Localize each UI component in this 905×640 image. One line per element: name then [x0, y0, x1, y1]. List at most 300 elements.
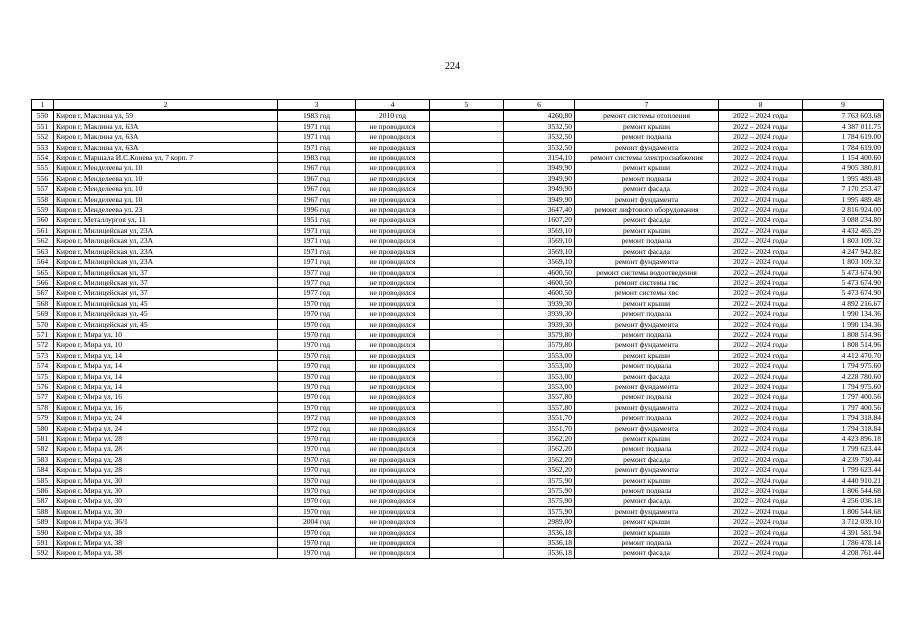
empty-cell [430, 184, 504, 194]
empty-cell [430, 319, 504, 329]
address-cell: Киров г, Маклина ул, 59 [54, 110, 278, 121]
area-cell: 3557,80 [504, 402, 575, 412]
period-cell: 2022 – 2024 годы [719, 392, 803, 402]
build-year-cell: 1977 год [278, 267, 356, 277]
cost-cell: 1 803 109.32 [803, 236, 884, 246]
empty-cell [430, 132, 504, 142]
area-cell: 3575,90 [504, 506, 575, 516]
cost-cell: 1 990 134.36 [803, 309, 884, 319]
table-row [32, 288, 884, 298]
work-type-cell: ремонт подвала [575, 309, 719, 319]
address-cell: Киров г, Мира ул, 24 [54, 413, 278, 423]
cost-cell: 7 170 253.47 [803, 184, 884, 194]
area-cell: 3949,90 [504, 173, 575, 183]
period-cell: 2022 – 2024 годы [719, 298, 803, 308]
row-number: 574 [32, 361, 54, 371]
area-cell: 3569,10 [504, 246, 575, 256]
period-cell: 2022 – 2024 годы [719, 277, 803, 287]
cost-cell: 1 786 478.14 [803, 538, 884, 548]
build-year-cell: 1970 год [278, 454, 356, 464]
empty-cell [430, 381, 504, 391]
row-number: 591 [32, 538, 54, 548]
table-row [32, 267, 884, 277]
build-year-cell: 1967 год [278, 173, 356, 183]
row-number: 592 [32, 548, 54, 558]
table-row [32, 246, 884, 256]
period-cell: 2022 – 2024 годы [719, 225, 803, 235]
last-repair-cell: не проводился [356, 194, 430, 204]
work-type-cell: ремонт подвала [575, 132, 719, 142]
period-cell: 2022 – 2024 годы [719, 194, 803, 204]
row-number: 563 [32, 246, 54, 256]
area-cell: 3532,50 [504, 132, 575, 142]
empty-cell [430, 444, 504, 454]
period-cell: 2022 – 2024 годы [719, 340, 803, 350]
row-number: 555 [32, 163, 54, 173]
table-row [32, 423, 884, 433]
last-repair-cell: не проводился [356, 361, 430, 371]
period-cell: 2022 – 2024 годы [719, 246, 803, 256]
row-number: 564 [32, 257, 54, 267]
row-number: 553 [32, 142, 54, 152]
table-row [32, 277, 884, 287]
cost-cell: 1 784 619.00 [803, 142, 884, 152]
column-header: 7 [575, 100, 719, 111]
period-cell: 2022 – 2024 годы [719, 361, 803, 371]
table-row [32, 194, 884, 204]
address-cell: Киров г, Мира ул, 14 [54, 361, 278, 371]
work-type-cell: ремонт системы хвс [575, 288, 719, 298]
area-cell: 3553,00 [504, 350, 575, 360]
cost-cell: 3 088 234.80 [803, 215, 884, 225]
address-cell: Киров г, Менделеева ул, 10 [54, 194, 278, 204]
cost-cell: 3 712 039.10 [803, 517, 884, 527]
build-year-cell: 1971 год [278, 142, 356, 152]
build-year-cell: 1970 год [278, 434, 356, 444]
build-year-cell: 1951 год [278, 215, 356, 225]
row-number: 554 [32, 153, 54, 163]
work-type-cell: ремонт крыши [575, 475, 719, 485]
row-number: 573 [32, 350, 54, 360]
build-year-cell: 1971 год [278, 257, 356, 267]
build-year-cell: 1971 год [278, 246, 356, 256]
table-row [32, 486, 884, 496]
area-cell: 3579,80 [504, 340, 575, 350]
table-row [32, 475, 884, 485]
table-row [32, 548, 884, 558]
empty-cell [430, 454, 504, 464]
period-cell: 2022 – 2024 годы [719, 163, 803, 173]
table-row [32, 298, 884, 308]
table-row [32, 163, 884, 173]
build-year-cell: 1970 год [278, 538, 356, 548]
cost-cell: 4 391 581.94 [803, 527, 884, 537]
last-repair-cell: не проводился [356, 340, 430, 350]
area-cell: 3562,20 [504, 444, 575, 454]
last-repair-cell: не проводился [356, 215, 430, 225]
empty-cell [430, 110, 504, 121]
table-row [32, 309, 884, 319]
address-cell: Киров г, Милицейская ул, 37 [54, 288, 278, 298]
area-cell: 3536,18 [504, 548, 575, 558]
empty-cell [430, 142, 504, 152]
table-row [32, 215, 884, 225]
address-cell: Киров г, Мира ул, 14 [54, 381, 278, 391]
work-type-cell: ремонт крыши [575, 434, 719, 444]
empty-cell [430, 163, 504, 173]
row-number: 550 [32, 110, 54, 121]
area-cell: 3579,80 [504, 329, 575, 339]
table-row [32, 517, 884, 527]
row-number: 581 [32, 434, 54, 444]
address-cell: Киров г, Мира ул, 30 [54, 496, 278, 506]
table-row [32, 257, 884, 267]
table-row [32, 121, 884, 131]
area-cell: 3575,90 [504, 496, 575, 506]
empty-cell [430, 413, 504, 423]
area-cell: 3949,90 [504, 194, 575, 204]
row-number: 589 [32, 517, 54, 527]
area-cell: 3553,00 [504, 371, 575, 381]
table-row [32, 361, 884, 371]
cost-cell: 1 794 318.84 [803, 413, 884, 423]
cost-cell: 1 797 400.56 [803, 392, 884, 402]
address-cell: Киров г, Мира ул, 14 [54, 371, 278, 381]
last-repair-cell: не проводился [356, 350, 430, 360]
row-number: 571 [32, 329, 54, 339]
work-type-cell: ремонт подвала [575, 392, 719, 402]
area-cell: 3939,30 [504, 319, 575, 329]
cost-cell: 1 154 400.60 [803, 153, 884, 163]
address-cell: Киров г, Металлургов ул, 11 [54, 215, 278, 225]
table-row [32, 454, 884, 464]
work-type-cell: ремонт фундамента [575, 194, 719, 204]
work-type-cell: ремонт фасада [575, 548, 719, 558]
last-repair-cell: не проводился [356, 538, 430, 548]
work-type-cell: ремонт фундамента [575, 340, 719, 350]
work-type-cell: ремонт подвала [575, 486, 719, 496]
empty-cell [430, 423, 504, 433]
cost-cell: 4 412 470.70 [803, 350, 884, 360]
work-type-cell: ремонт крыши [575, 225, 719, 235]
column-header: 6 [504, 100, 575, 111]
empty-cell [430, 277, 504, 287]
area-cell: 3562,20 [504, 434, 575, 444]
table-row [32, 132, 884, 142]
address-cell: Киров г, Мира ул, 36/1 [54, 517, 278, 527]
address-cell: Киров г, Менделеева ул, 23 [54, 205, 278, 215]
address-cell: Киров г, Мира ул, 28 [54, 454, 278, 464]
last-repair-cell: не проводился [356, 121, 430, 131]
empty-cell [430, 205, 504, 215]
period-cell: 2022 – 2024 годы [719, 548, 803, 558]
period-cell: 2022 – 2024 годы [719, 142, 803, 152]
period-cell: 2022 – 2024 годы [719, 454, 803, 464]
row-number: 568 [32, 298, 54, 308]
column-header: 1 [32, 100, 54, 111]
row-number: 584 [32, 465, 54, 475]
work-type-cell: ремонт системы электроснабжения [575, 153, 719, 163]
address-cell: Киров г, Мира ул, 14 [54, 350, 278, 360]
cost-cell: 4 432 465.29 [803, 225, 884, 235]
work-type-cell: ремонт крыши [575, 517, 719, 527]
column-number-row [32, 100, 884, 111]
period-cell: 2022 – 2024 годы [719, 506, 803, 516]
empty-cell [430, 392, 504, 402]
table-row [32, 153, 884, 163]
build-year-cell: 1970 год [278, 548, 356, 558]
table-row [32, 434, 884, 444]
build-year-cell: 1970 год [278, 402, 356, 412]
table-row [32, 444, 884, 454]
table-row [32, 350, 884, 360]
period-cell: 2022 – 2024 годы [719, 173, 803, 183]
last-repair-cell: не проводился [356, 371, 430, 381]
address-cell: Киров г, Маклина ул, 63А [54, 132, 278, 142]
row-number: 567 [32, 288, 54, 298]
area-cell: 3551,70 [504, 413, 575, 423]
period-cell: 2022 – 2024 годы [719, 153, 803, 163]
empty-cell [430, 246, 504, 256]
work-type-cell: ремонт фасада [575, 496, 719, 506]
period-cell: 2022 – 2024 годы [719, 215, 803, 225]
period-cell: 2022 – 2024 годы [719, 486, 803, 496]
cost-cell: 1 995 489.48 [803, 173, 884, 183]
work-type-cell: ремонт фасада [575, 215, 719, 225]
period-cell: 2022 – 2024 годы [719, 517, 803, 527]
work-type-cell: ремонт крыши [575, 121, 719, 131]
empty-cell [430, 267, 504, 277]
area-cell: 3553,00 [504, 361, 575, 371]
cost-cell: 4 208 761.44 [803, 548, 884, 558]
cost-cell: 1 794 975.60 [803, 361, 884, 371]
table-row [32, 527, 884, 537]
row-number: 577 [32, 392, 54, 402]
table-row [32, 110, 884, 121]
address-cell: Киров г, Милицейская ул, 37 [54, 267, 278, 277]
work-type-cell: ремонт фундамента [575, 142, 719, 152]
cost-cell: 1 797 400.56 [803, 402, 884, 412]
empty-cell [430, 309, 504, 319]
address-cell: Киров г, Милицейская ул, 37 [54, 277, 278, 287]
area-cell: 3553,00 [504, 381, 575, 391]
row-number: 582 [32, 444, 54, 454]
address-cell: Киров г, Мира ул, 28 [54, 434, 278, 444]
period-cell: 2022 – 2024 годы [719, 184, 803, 194]
cost-cell: 4 387 011.75 [803, 121, 884, 131]
table-row [32, 205, 884, 215]
empty-cell [430, 257, 504, 267]
empty-cell [430, 402, 504, 412]
area-cell: 3569,10 [504, 236, 575, 246]
build-year-cell: 1970 год [278, 329, 356, 339]
row-number: 560 [32, 215, 54, 225]
area-cell: 3575,90 [504, 486, 575, 496]
area-cell: 3551,70 [504, 423, 575, 433]
cost-cell: 4 228 780.60 [803, 371, 884, 381]
last-repair-cell: не проводился [356, 267, 430, 277]
area-cell: 4600,50 [504, 277, 575, 287]
cost-cell: 4 256 036.18 [803, 496, 884, 506]
cost-cell: 1 806 544.68 [803, 506, 884, 516]
row-number: 585 [32, 475, 54, 485]
table-row [32, 184, 884, 194]
area-cell: 3569,10 [504, 225, 575, 235]
work-type-cell: ремонт фасада [575, 246, 719, 256]
build-year-cell: 1967 год [278, 194, 356, 204]
area-cell: 3575,90 [504, 475, 575, 485]
address-cell: Киров г, Мира ул, 16 [54, 402, 278, 412]
work-type-cell: ремонт подвала [575, 329, 719, 339]
address-cell: Киров г, Мира ул, 38 [54, 548, 278, 558]
build-year-cell: 1970 год [278, 340, 356, 350]
last-repair-cell: не проводился [356, 402, 430, 412]
last-repair-cell: не проводился [356, 496, 430, 506]
build-year-cell: 1983 год [278, 110, 356, 121]
column-header: 5 [430, 100, 504, 111]
build-year-cell: 1967 год [278, 184, 356, 194]
build-year-cell: 1972 год [278, 413, 356, 423]
period-cell: 2022 – 2024 годы [719, 475, 803, 485]
empty-cell [430, 361, 504, 371]
build-year-cell: 1996 год [278, 205, 356, 215]
build-year-cell: 1970 год [278, 506, 356, 516]
area-cell: 3939,30 [504, 309, 575, 319]
empty-cell [430, 236, 504, 246]
address-cell: Киров г, Милицейская ул, 23А [54, 257, 278, 267]
period-cell: 2022 – 2024 годы [719, 434, 803, 444]
build-year-cell: 1977 год [278, 277, 356, 287]
period-cell: 2022 – 2024 годы [719, 371, 803, 381]
address-cell: Киров г, Менделеева ул, 10 [54, 184, 278, 194]
column-header: 2 [54, 100, 278, 111]
address-cell: Киров г, Милицейская ул, 45 [54, 319, 278, 329]
work-type-cell: ремонт системы гвс [575, 277, 719, 287]
cost-cell: 4 423 896.18 [803, 434, 884, 444]
area-cell: 3562,20 [504, 454, 575, 464]
work-type-cell: ремонт подвала [575, 173, 719, 183]
build-year-cell: 1970 год [278, 465, 356, 475]
last-repair-cell: не проводился [356, 246, 430, 256]
last-repair-cell: не проводился [356, 381, 430, 391]
build-year-cell: 1970 год [278, 475, 356, 485]
area-cell: 3557,80 [504, 392, 575, 402]
address-cell: Киров г, Милицейская ул, 23А [54, 225, 278, 235]
last-repair-cell: не проводился [356, 173, 430, 183]
last-repair-cell: не проводился [356, 309, 430, 319]
table-row [32, 225, 884, 235]
period-cell: 2022 – 2024 годы [719, 350, 803, 360]
address-cell: Киров г, Милицейская ул, 23А [54, 246, 278, 256]
period-cell: 2022 – 2024 годы [719, 329, 803, 339]
period-cell: 2022 – 2024 годы [719, 132, 803, 142]
work-type-cell: ремонт подвала [575, 361, 719, 371]
period-cell: 2022 – 2024 годы [719, 413, 803, 423]
last-repair-cell: не проводился [356, 475, 430, 485]
table-row [32, 236, 884, 246]
table-row [32, 381, 884, 391]
period-cell: 2022 – 2024 годы [719, 527, 803, 537]
area-cell: 3949,90 [504, 184, 575, 194]
address-cell: Киров г, Маршала И.С.Конева ул, 7 корп. 7 [54, 153, 278, 163]
empty-cell [430, 465, 504, 475]
period-cell: 2022 – 2024 годы [719, 465, 803, 475]
area-cell: 3647,40 [504, 205, 575, 215]
area-cell: 3532,50 [504, 121, 575, 131]
work-type-cell: ремонт фасада [575, 454, 719, 464]
last-repair-cell: не проводился [356, 132, 430, 142]
last-repair-cell: не проводился [356, 277, 430, 287]
row-number: 556 [32, 173, 54, 183]
work-type-cell: ремонт крыши [575, 163, 719, 173]
page-number: 224 [445, 61, 460, 72]
table-body [32, 110, 884, 558]
last-repair-cell: не проводился [356, 163, 430, 173]
row-number: 552 [32, 132, 54, 142]
column-header: 4 [356, 100, 430, 111]
period-cell: 2022 – 2024 годы [719, 319, 803, 329]
cost-cell: 1 803 109.32 [803, 257, 884, 267]
cost-cell: 1 794 975.60 [803, 381, 884, 391]
work-type-cell: ремонт системы отопления [575, 110, 719, 121]
area-cell: 4600,50 [504, 267, 575, 277]
table-row [32, 538, 884, 548]
work-type-cell: ремонт подвала [575, 413, 719, 423]
address-cell: Киров г, Мира ул, 38 [54, 527, 278, 537]
address-cell: Киров г, Мира ул, 10 [54, 329, 278, 339]
build-year-cell: 1971 год [278, 132, 356, 142]
empty-cell [430, 153, 504, 163]
last-repair-cell: не проводился [356, 205, 430, 215]
cost-cell: 1 808 514.96 [803, 340, 884, 350]
table-row [32, 402, 884, 412]
build-year-cell: 1983 год [278, 153, 356, 163]
period-cell: 2022 – 2024 годы [719, 423, 803, 433]
build-year-cell: 1970 год [278, 350, 356, 360]
period-cell: 2022 – 2024 годы [719, 236, 803, 246]
address-cell: Киров г, Милицейская ул, 23А [54, 236, 278, 246]
build-year-cell: 1970 год [278, 298, 356, 308]
work-type-cell: ремонт крыши [575, 527, 719, 537]
row-number: 583 [32, 454, 54, 464]
empty-cell [430, 434, 504, 444]
row-number: 569 [32, 309, 54, 319]
build-year-cell: 1971 год [278, 236, 356, 246]
cost-cell: 7 763 603.68 [803, 110, 884, 121]
empty-cell [430, 475, 504, 485]
address-cell: Киров г, Мира ул, 16 [54, 392, 278, 402]
cost-cell: 5 473 674.90 [803, 288, 884, 298]
cost-cell: 1 806 544.68 [803, 486, 884, 496]
row-number: 565 [32, 267, 54, 277]
empty-cell [430, 340, 504, 350]
empty-cell [430, 486, 504, 496]
build-year-cell: 1970 год [278, 361, 356, 371]
cost-cell: 1 784 619.00 [803, 132, 884, 142]
area-cell: 3939,30 [504, 298, 575, 308]
last-repair-cell: не проводился [356, 319, 430, 329]
area-cell: 4600,50 [504, 288, 575, 298]
last-repair-cell: не проводился [356, 434, 430, 444]
last-repair-cell: не проводился [356, 486, 430, 496]
empty-cell [430, 225, 504, 235]
area-cell: 3562,20 [504, 465, 575, 475]
period-cell: 2022 – 2024 годы [719, 288, 803, 298]
address-cell: Киров г, Мира ул, 30 [54, 506, 278, 516]
cost-cell: 2 816 924.00 [803, 205, 884, 215]
row-number: 557 [32, 184, 54, 194]
table-row [32, 371, 884, 381]
